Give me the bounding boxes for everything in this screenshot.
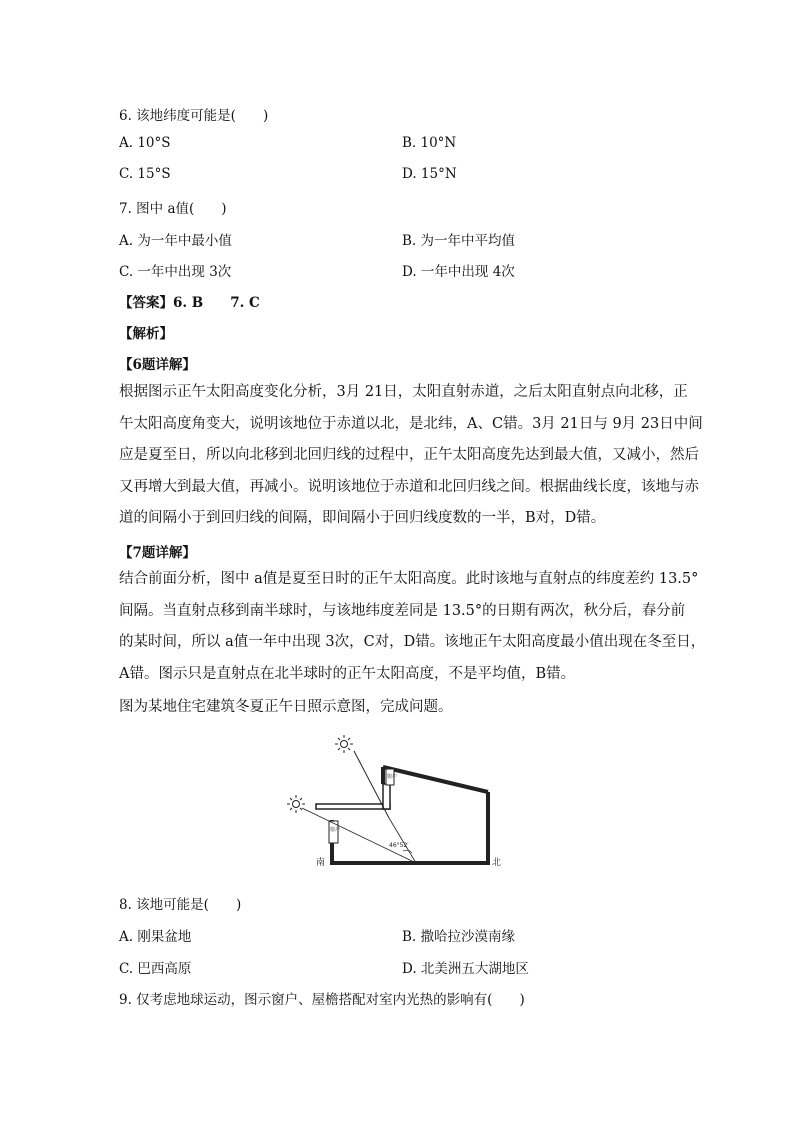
detail-7-line: A错。图示只是直射点在北半球时的正午太阳高度，不是平均值，B错。 bbox=[119, 665, 576, 682]
detail-7-line: 结合前面分析，图中 a值是夏至日时的正午太阳高度。此时该地与直射点的纬度差约 13.5° bbox=[119, 571, 699, 587]
q7-option-b: B. 为一年中平均值 bbox=[402, 233, 516, 249]
south-label: 南 bbox=[316, 858, 326, 868]
detail-7-text bbox=[119, 564, 706, 690]
detail-6-line: 道的间隔小于到回归线的间隔，即间隔小于回归线度数的一半，B对，D错。 bbox=[119, 510, 606, 526]
q8-option-c: C. 巴西高原 bbox=[119, 961, 192, 977]
lower-window-label: 窗户 bbox=[330, 827, 341, 833]
detail-7-label: 【7题详解】 bbox=[119, 545, 196, 561]
north-label: 北 bbox=[492, 858, 502, 868]
figure-intro: 图为某地住宅建筑冬夏正午日照示意图，完成问题。 bbox=[119, 699, 453, 715]
question-9-stem: 9. 仅考虑地球运动，图示窗户、屋檐搭配对室内光热的影响有( ) bbox=[119, 992, 525, 1008]
detail-6-line: 又再增大到最大值，再减小。说明该地位于赤道和北回归线之间。根据曲线长度，该地与赤 bbox=[119, 478, 699, 495]
q6-option-a: A. 10°S bbox=[119, 135, 171, 151]
detail-6-line: 应是夏至日，所以向北移到北回归线的过程中，正午太阳高度先达到最大值，又减小，然后 bbox=[119, 447, 699, 463]
q8-option-a: A. 刚果盆地 bbox=[119, 929, 192, 945]
detail-6-line: 根据图示正午太阳高度变化分析，3月 21日，太阳直射赤道，之后太阳直射点向北移，正 bbox=[119, 384, 688, 400]
detail-6-label: 【6题详解】 bbox=[119, 357, 196, 373]
winter-ray bbox=[302, 808, 416, 863]
detail-6-text bbox=[119, 377, 703, 535]
house-sunlight-diagram bbox=[285, 732, 515, 877]
question-8-stem: 8. 该地可能是( ) bbox=[119, 897, 242, 913]
q7-option-d: D. 一年中出现 4次 bbox=[402, 264, 515, 280]
q7-option-c: C. 一年中出现 3次 bbox=[119, 264, 232, 280]
upper-window-label: 窗户 bbox=[387, 774, 398, 780]
q6-option-b: B. 10°N bbox=[402, 135, 457, 151]
winter-sun-icon bbox=[287, 795, 305, 813]
detail-7-line: 间隔。当直射点移到南半球时，与该地纬度差同是 13.5°的日期有两次，秋分后，春分前 bbox=[119, 602, 686, 619]
q7-option-a: A. 为一年中最小值 bbox=[119, 233, 232, 249]
question-7-stem: 7. 图中 a值( ) bbox=[119, 201, 227, 217]
detail-6-line: 午太阳高度角变大，说明该地位于赤道以北，是北纬，A、C错。3月 21日与 9月 23日中间 bbox=[119, 415, 703, 432]
upper-wall-block bbox=[383, 784, 390, 809]
detail-7-line: 的某时间，所以 a值一年中出现 3次，C对，D错。该地正午太阳高度最小值出现在冬至日， bbox=[119, 634, 706, 650]
q8-option-b: B. 撒哈拉沙漠南缘 bbox=[402, 929, 516, 945]
eave-slab bbox=[316, 804, 390, 809]
answer-line: 【答案】6. B 7. C bbox=[119, 295, 260, 311]
q6-option-d: D. 15°N bbox=[402, 166, 457, 182]
question-6-stem: 6. 该地纬度可能是( ) bbox=[119, 108, 269, 124]
q8-option-d: D. 北美洲五大湖地区 bbox=[402, 961, 529, 977]
angle-label: 46°52′ bbox=[389, 842, 409, 849]
summer-sun-icon bbox=[335, 735, 353, 753]
analysis-label: 【解析】 bbox=[119, 326, 173, 342]
q6-option-c: C. 15°S bbox=[119, 166, 171, 182]
angle-arc bbox=[403, 850, 412, 853]
roof bbox=[383, 767, 488, 792]
